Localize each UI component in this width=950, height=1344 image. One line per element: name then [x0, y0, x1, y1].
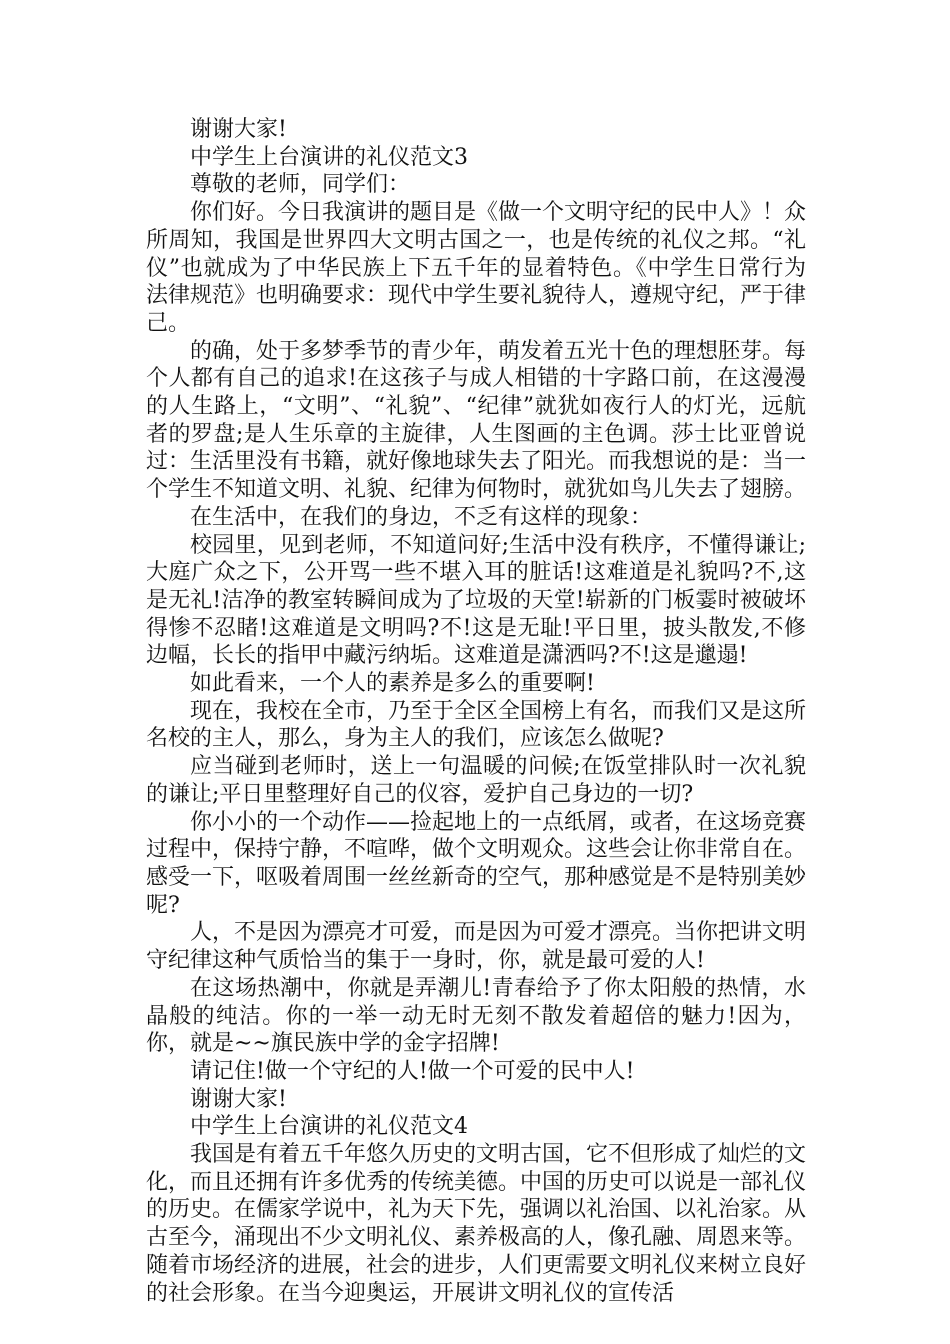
paragraph: 你们好。今日我演讲的题目是《做一个文明守纪的民中人》！众所周知，我国是世界四大文明古国之一，也是传统的礼仪之邦。“礼仪”也就成为了中华民族上下五千年的显着特色。《中学生日常行为法律规范》也明确要求：现代中学生要礼貌待人，遵规守纪，严于律己。 [146, 200, 807, 336]
paragraph: 我国是有着五千年悠久历史的文明古国，它不但形成了灿烂的文化，而且还拥有许多优秀的传统美德。中国的历史可以说是一部礼仪的历史。在儒家学说中，礼为天下先，强调以礼治国、以礼治家。从古至今，涌现出不少文明礼仪、素养极高的人，像孔融、周恩来等。随着市场经济的进展，社会的进步，人们更需要文明礼仪来树立良好的社会形象。在当今迎奥运，开展讲文明礼仪的宣传活 [146, 1142, 807, 1306]
paragraph: 的确，处于多梦季节的青少年，萌发着五光十色的理想胚芽。每个人都有自己的追求!在这孩子与成人相错的十字路口前，在这漫漫的人生路上，“文明”、“礼貌”、“纪律”就犹如夜行人的灯光，远航者的罗盘;是人生乐章的主旋律，人生图画的主色调。莎士比亚曾说过：生活里没有书籍，就好像地球失去了阳光。而我想说的是：当一个学生不知道文明、礼貌、纪律为何物时，就犹如鸟儿失去了翅膀。 [146, 338, 807, 503]
paragraph: 人，不是因为漂亮才可爱，而是因为可爱才漂亮。当你把讲文明守纪律这种气质恰当的集于一身时，你，就是最可爱的人! [146, 920, 807, 974]
paragraph: 请记住!做一个守纪的人!做一个可爱的民中人! [190, 1058, 635, 1084]
paragraph: 在生活中，在我们的身边，不乏有这样的现象： [190, 504, 653, 530]
paragraph: 你小小的一个动作——捡起地上的一点纸屑，或者，在这场竞赛过程中，保持宁静，不喧哗，做个文明观众。这些会让你非常自在。感受一下，呕吸着周围一丝丝新奇的空气，那种感觉是不是特别美妙呢? [146, 809, 807, 918]
section-heading-4: 中学生上台演讲的礼仪范文4 [190, 1114, 468, 1140]
closing-thanks: 谢谢大家! [190, 117, 287, 142]
paragraph: 现在，我校在全市，乃至于全区全国榜上有名，而我们又是这所名校的主人，那么，身为主人的我们，应该怎么做呢? [146, 698, 807, 752]
paragraph: 校园里，见到老师，不知道问好;生活中没有秩序，不懂得谦让;大庭广众之下，公开骂一些不堪入耳的脏话!这难道是礼貌吗?不,这是无礼!洁净的教室转瞬间成为了垃圾的天堂!崭新的门板霎时被破坏得惨不忍睹!这难道是文明吗?不!这是无耻!平日里，披头散发,不修边幅，长长的指甲中藏污纳垢。这难道是潇洒吗?不!这是邋遢! [146, 532, 806, 669]
paragraph: 应当碰到老师时，送上一句温暖的问候;在饭堂排队时一次礼貌的谦让;平日里整理好自己的仪容，爱护自己身边的一切? [146, 754, 806, 807]
document-body [146, 116, 806, 1307]
paragraph: 在这场热潮中，你就是弄潮儿!青春给予了你太阳般的热情，水晶般的纯洁。你的一举一动无时无刻不散发着超倍的魅力!因为，你，就是~~旗民族中学的金字招牌! [146, 975, 806, 1057]
closing-thanks: 谢谢大家! [190, 1086, 287, 1112]
paragraph: 如此看来，一个人的素养是多么的重要啊! [190, 671, 595, 697]
salutation: 尊敬的老师，同学们： [190, 172, 411, 198]
section-heading-3: 中学生上台演讲的礼仪范文3 [190, 144, 468, 170]
